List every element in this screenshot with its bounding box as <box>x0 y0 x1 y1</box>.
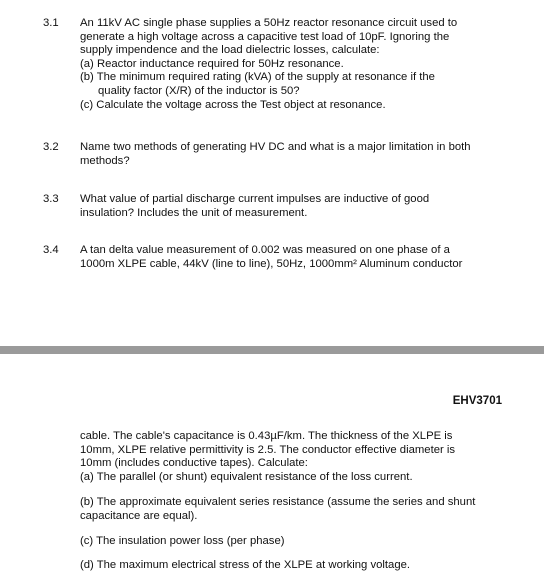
question-line: An 11kV AC single phase supplies a 50Hz reactor resonance circuit used to <box>80 17 458 29</box>
question-number: 3.3 <box>43 193 59 205</box>
question-number: 3.1 <box>43 17 59 29</box>
question-line: generate a high voltage across a capacitive test load of 10pF. Ignoring the <box>80 30 450 43</box>
question-part-b-cont: quality factor (X/R) of the inductor is 50? <box>98 84 300 97</box>
question-part-d-line: (d) The maximum electrical stress of the XLPE at working voltage. <box>80 559 411 571</box>
question-part-b <box>80 496 520 523</box>
continuation-line: 10mm, XLPE relative permittivity is 2.5. The conductor effective diameter is <box>80 443 456 456</box>
question-line: supply impendence and the load dielectric losses, calculate: <box>80 44 380 57</box>
continuation-line: cable. The cable's capacitance is 0.43µF/km. The thickness of the XLPE is <box>80 430 453 442</box>
question-line: What value of partial discharge current impulses are inductive of good <box>80 193 430 205</box>
question-part-c-line: (c) The insulation power loss (per phase) <box>80 535 285 547</box>
question-part-a: (a) The parallel (or shunt) equivalent resistance of the loss current. <box>80 470 413 483</box>
course-code: EHV3701 <box>452 395 502 407</box>
question-number: 3.2 <box>43 141 59 153</box>
question-line: A tan delta value measurement of 0.002 was measured on one phase of a <box>80 244 450 256</box>
question-part-d <box>80 559 520 573</box>
question-line: methods? <box>80 154 130 167</box>
question-text <box>80 244 510 271</box>
continuation-line: 10mm (includes conductive tapes). Calculate: <box>80 457 308 470</box>
question-number: 3.4 <box>43 244 59 256</box>
question-line: 1000m XLPE cable, 44kV (line to line), 50Hz, 1000mm² Aluminum conductor <box>80 257 463 270</box>
question-text <box>80 193 510 220</box>
question-part-b-line: (b) The approximate equivalent series resistance (assume the series and shunt <box>80 496 476 508</box>
question-3-4-continuation <box>80 430 520 484</box>
question-part-b: (b) The minimum required rating (kVA) of the supply at resonance if the <box>80 71 435 84</box>
question-part-a: (a) Reactor inductance required for 50Hz resonance. <box>80 57 344 70</box>
exam-page-bottom <box>0 354 544 586</box>
question-part-c: (c) Calculate the voltage across the Test object at resonance. <box>80 98 386 111</box>
question-text <box>80 141 510 168</box>
question-part-b-line: capacitance are equal). <box>80 509 198 522</box>
question-part-c <box>80 535 520 549</box>
question-line: Name two methods of generating HV DC and what is a major limitation in both <box>80 141 471 153</box>
question-text <box>80 17 510 112</box>
question-line: insulation? Includes the unit of measurement. <box>80 206 308 219</box>
page-separator <box>0 346 544 354</box>
